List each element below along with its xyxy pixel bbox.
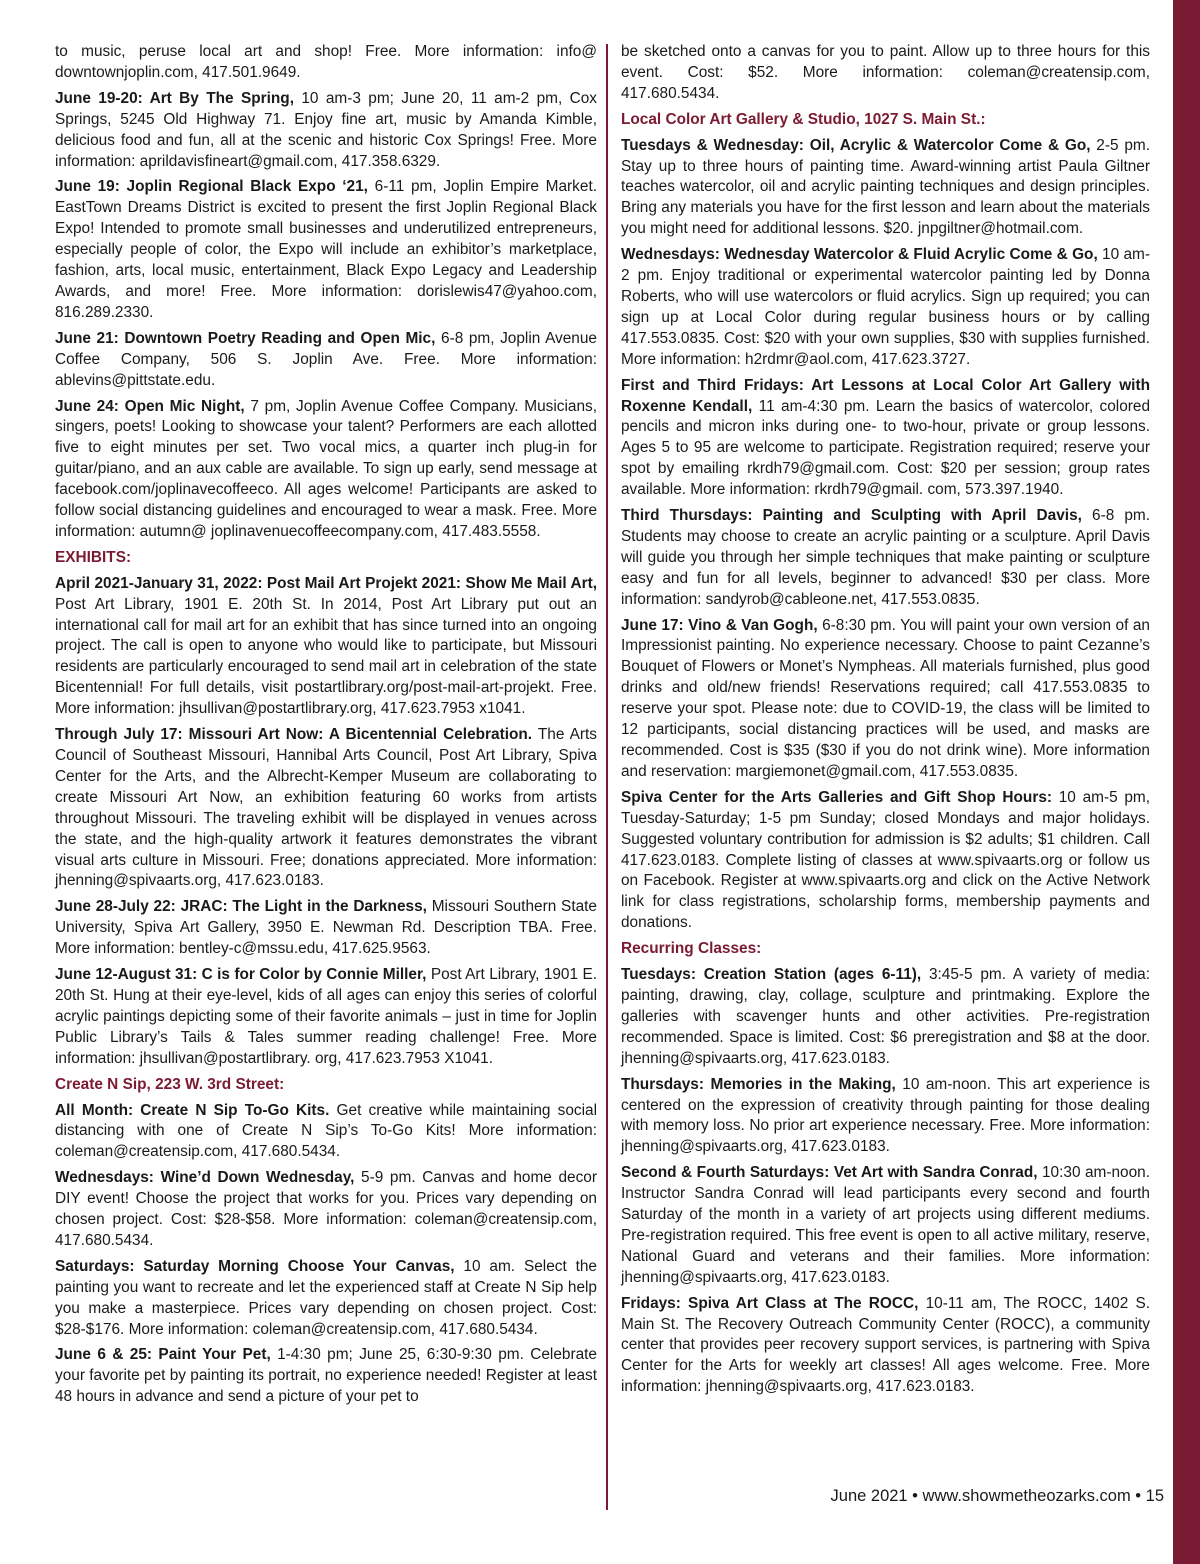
event-title: June 21: Downtown Poetry Reading and Open Mic, [55,329,436,347]
event-title: June 24: Open Mic Night, [55,397,245,415]
event-entry [621,245,1150,370]
event-title: June 12-August 31: C is for Color by Connie Miller, [55,966,427,984]
event-details: 11 am-4:30 pm. Learn the basics of watercolor, colored pencils and micron inks during one- to two-hour, private or group lessons. Ages 5 to 95 are welcome to participate. Registration required; reserve your spot by emailing rkrdh79@gmail.com. Cost: $20 per session; group rates available. More information: rkrdh79@gmail. com, 573.397.1940. [621,397,1150,499]
event-title: April 2021-January 31, 2022: Post Mail Art Projekt 2021: Show Me Mail Art, [55,574,597,592]
event-entry [621,788,1150,934]
event-title: June 28-July 22: JRAC: The Light in the Darkness, [55,898,427,916]
event-details: Post Art Library, 1901 E. 20th St. In 2014, Post Art Library put out an international call for mail art for an exhibit that has since turned into an ongoing project. The call is open to anyone who would like to participate, but Missouri residents are particularly encouraged to send mail art in celebration of the state Bicentennial! For full details, visit postartlibrary.org/post-mail-art-projekt. Free. More information: jhsullivan@postartlibrary.org, 417.623.7953 x1041. [55,595,597,718]
event-entry [55,329,597,392]
event-details: 10 am-2 pm. Enjoy traditional or experimental watercolor painting led by Donna Roberts, who will use watercolors or fluid acrylics. Sign up required; you can sign up at Local Color during regular business hours or by calling 417.553.0835. Cost: $20 with your own supplies, $30 with supplies furnished. More information: h2rdmr@aol.com, 417.623.3727. [621,246,1150,368]
event-title: Wednesdays: Wine’d Down Wednesday, [55,1169,355,1187]
event-details: 7 pm, Joplin Avenue Coffee Company. Musicians, singers, poets! Looking to showcase your talent? Performers are each allotted five to eight minutes per set. Two vocal mics, a quarter inch plug-in for guitar/piano, and an aux cable are available. To sign up early, send message at facebook.com/joplinavecoffeeco. All ages welcome! Participants are asked to follow social distancing guidelines and encouraged to wear a mask. Free. More information: autumn@ joplinavenuecoffeecompany.com, 417.483.5558. [55,397,597,540]
event-entry [55,177,597,323]
event-entry [55,89,597,173]
event-details: be sketched onto a canvas for you to paint. Allow up to three hours for this event. Cost: $52. More information: coleman@creatensip.com, 417.680.5434. [621,43,1150,102]
event-title: Tuesdays: Creation Station (ages 6-11), [621,966,922,984]
event-details: 6-11 pm, Joplin Empire Market. EastTown Dreams District is excited to present the first Joplin Regional Black Expo! Intended to promote small businesses and underutilized entrepreneurs, especially people of color, the Expo will include an exhibitor’s marketplace, fashion, arts, local music, entertainment, Black Expo Legacy and Leadership Awards, and more! Free. More information: dorislewis47@yahoo.com, 816.289.2330. [55,178,597,321]
left-column [55,42,597,1413]
event-title: Spiva Center for the Arts Galleries and Gift Shop Hours: [621,788,1053,806]
column-divider [606,44,608,1510]
event-entry [55,1101,597,1164]
event-entry [55,1345,597,1408]
event-entry [55,725,597,892]
event-entry [621,42,1150,105]
event-details: The Arts Council of Southeast Missouri, Hannibal Arts Council, Post Art Library, Spiva Center for the Arts, and the Albrecht-Kemper Museum are collaborating to create Missouri Art Now, an exhibition featuring 60 works from artists throughout Missouri. The traveling exhibit will be displayed in venues across the state, and the high-quality artwork it features demonstrates the vibrant visual arts culture in Missouri. Free; donations appreciated. More information: jhenning@spivaarts.org, 417.623.0183. [55,726,597,890]
event-details: 10 am. Select the painting you want to recreate and let the experienced staff at Create N Sip help you make a masterpiece. Prices vary depending on chosen project. Cost: $28-$176. More information: coleman@creatensip.com, 417.680.5434. [55,1257,597,1338]
event-details: Missouri Southern State University, Spiva Art Gallery, 3950 E. Newman Rd. Description TBA. Free. More information: bentley-c@mssu.edu, 417.625.9563. [55,898,597,958]
event-details: Post Art Library, 1901 E. 20th St. Hung at their eye-level, kids of all ages can enjoy this series of colorful acrylic paintings depicting some of their favorite animals – just in time for Joplin Public Library’s Tails & Tales summer reading challenge! Free. More information: jhsullivan@postartlibrary. org, 417.623.7953 X1041. [55,966,597,1067]
event-title: Wednesdays: Wednesday Watercolor & Fluid Acrylic Come & Go, [621,246,1098,264]
event-title: All Month: Create N Sip To-Go Kits. [55,1101,330,1119]
event-entry [55,397,597,543]
event-title: June 6 & 25: Paint Your Pet, [55,1346,271,1364]
event-title: First and Third Fridays: Art Lessons at Local Color Art Gallery with Roxenne Kendall, [621,376,1150,415]
event-entry [55,965,597,1070]
event-entry [55,897,597,960]
event-details: 3:45-5 pm. A variety of media: painting, drawing, clay, collage, sculpture and printmaking. Explore the galleries with scavenger hunts and other activities. Pre-registration recommended. Space is limited. Cost: $6 preregistration and $8 at the door. jhenning@spivaarts.org, 417.623.0183. [621,966,1150,1067]
event-title: Thursdays: Memories in the Making, [621,1075,896,1093]
event-details: 5-9 pm. Canvas and home decor DIY event! Choose the project that works for you. Prices vary depending on chosen project. Cost: $28-$58. More information: coleman@creatensip.com, 417.680.5434. [55,1169,597,1249]
event-entry [621,376,1150,501]
event-title: Second & Fourth Saturdays: Vet Art with Sandra Conrad, [621,1164,1038,1182]
event-details: 10:30 am-noon. Instructor Sandra Conrad will lead participants every second and fourth Saturday of the month in a variety of art projects using different mediums. Pre-registration required. This free event is open to all active military, reserve, National Guard and veterans and their families. More information: jhenning@spivaarts.org, 417.623.0183. [621,1164,1150,1286]
event-title: Tuesdays & Wednesday: Oil, Acrylic & Watercolor Come & Go, [621,136,1091,154]
event-entry [55,1257,597,1341]
section-heading: Create N Sip, 223 W. 3rd Street: [55,1075,285,1093]
event-details: 6-8:30 pm. You will paint your own version of an Impressionist painting. No experience necessary. Choose to paint Cezanne’s Bouquet of Flowers or Monet’s Nympheas. All materials furnished, plus good drinks and old/new friends! Reservations required; call 417.553.0835 to reserve your spot. Please note: due to COVID-19, the class will be limited to 12 participants, social distancing practices will be used, and masks are recommended. Cost is $35 ($30 if you do not drink wine). More information and reservation: margiemonet@gmail.com, 417.553.0835. [621,616,1150,780]
side-accent-bar [1173,0,1200,1564]
event-details: 6-8 pm, Joplin Avenue Coffee Company, 506 S. Joplin Ave. Free. More information: ablevins@pittstate.edu. [55,329,597,389]
event-entry [621,965,1150,1070]
event-details: Get creative while maintaining social distancing with one of Create N Sip’s To-Go Kits! More information: coleman@creatensip.com, 417.680.5434. [55,1101,597,1161]
right-column [621,42,1150,1403]
event-entry [621,506,1150,611]
event-title: June 19-20: Art By The Spring, [55,89,294,107]
event-details: 6-8 pm. Students may choose to create an acrylic painting or a sculpture. April Davis will guide you through her simple techniques that make painting or sculpture easy and fun for all levels, beginner to advanced! $30 per class. More information: sandyrob@cableone.net, 417.553.0835. [621,507,1151,608]
event-details: 2-5 pm. Stay up to three hours of painting time. Award-winning artist Paula Giltner teaches watercolor, oil and acrylic painting techniques and design principles. Bring any materials you have for the first lesson and learn about the materials you might need for additional lessons. $20. jnpgiltner@hotmail.com. [621,136,1151,238]
event-entry [621,1163,1150,1288]
event-details: 1-4:30 pm; June 25, 6:30-9:30 pm. Celebrate your favorite pet by painting its portrait, no experience needed! Register at least 48 hours in advance and send a picture of your pet to [55,1346,597,1406]
event-entry [55,1168,597,1252]
event-title: June 19: Joplin Regional Black Expo ‘21, [55,178,368,196]
event-title: June 17: Vino & Van Gogh, [621,616,818,634]
event-entry [621,136,1150,241]
event-details: to music, peruse local art and shop! Free. More information: info@ downtownjoplin.com, 417.501.9649. [55,43,597,81]
event-details: 10-11 am, The ROCC, 1402 S. Main St. The Recovery Outreach Community Center (ROCC), a community center that provides peer recovery support services, is partnering with Spiva Center for the Arts for weekly art classes! All ages welcome. Free. More information: jhenning@spivaarts.org, 417.623.0183. [621,1294,1150,1396]
event-details: 10 am-3 pm; June 20, 11 am-2 pm, Cox Springs, 5245 Old Highway 71. Enjoy fine art, music by Amanda Kimble, delicious food and fun, all at the scenic and historic Cox Springs! Free. More information: aprildavisfineart@gmail.com, 417.358.6329. [55,89,597,170]
section-heading: Local Color Art Gallery & Studio, 1027 S. Main St.: [621,110,986,128]
event-details: 10 am-5 pm, Tuesday-Saturday; 1-5 pm Sunday; closed Mondays and major holidays. Suggested voluntary contribution for admission is $2 adults; $1 children. Call 417.623.0183. Complete listing of classes at www.spivaarts.org or follow us on Facebook. Register at www.spivaarts.org and click on the Active Network link for class registrations, scholarship forms, membership payments and donations. [621,788,1151,932]
event-entry [55,42,597,84]
page-footer: June 2021 • www.showmetheozarks.com • 15 [830,1487,1164,1505]
section-heading: EXHIBITS: [55,548,132,566]
event-entry [621,1294,1150,1399]
event-title: Through July 17: Missouri Art Now: A Bicentennial Celebration. [55,726,533,744]
event-details: 10 am-noon. This art experience is centered on the expression of creativity through painting for those dealing with memory loss. No prior art experience necessary. Free. More information: jhenning@spivaarts.org, 417.623.0183. [621,1075,1150,1156]
event-entry [621,616,1150,783]
event-title: Third Thursdays: Painting and Sculpting with April Davis, [621,507,1082,525]
event-entry [621,1075,1150,1159]
event-entry [55,574,597,720]
event-title: Fridays: Spiva Art Class at The ROCC, [621,1294,919,1312]
event-title: Saturdays: Saturday Morning Choose Your Canvas, [55,1257,455,1275]
section-heading: Recurring Classes: [621,940,762,958]
